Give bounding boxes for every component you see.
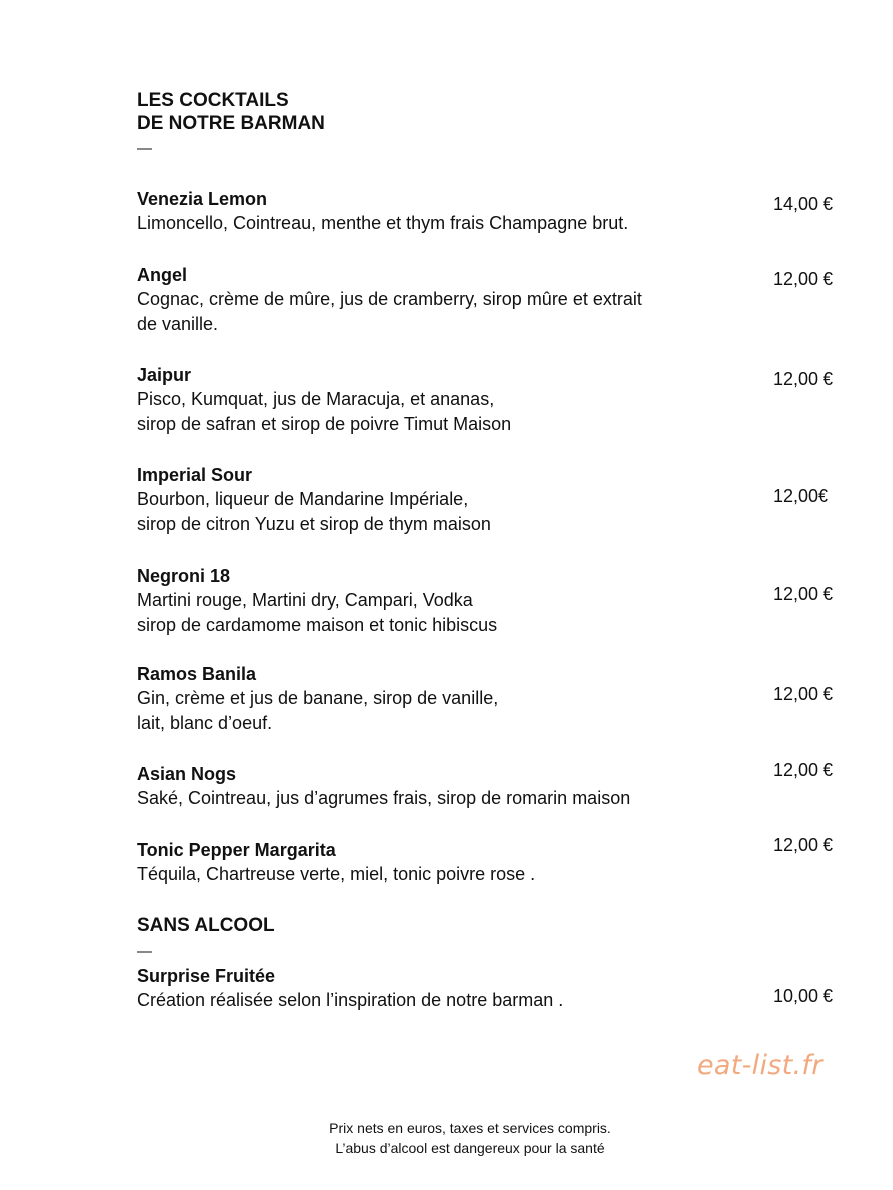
item-description: Création réalisée selon l’inspiration de notre barman .	[137, 990, 564, 1010]
footer	[0, 1118, 893, 1158]
item-name: Tonic Pepper Margarita	[137, 840, 336, 860]
menu-item-tonic-pepper-margarita	[137, 838, 877, 887]
item-description-line-2: lait, blanc d’oeuf.	[137, 713, 273, 733]
item-description	[137, 487, 747, 537]
item-description-line-2: sirop de citron Yuzu et sirop de thym maison	[137, 514, 491, 534]
section-title-sans-alcool: SANS ALCOOL	[137, 915, 275, 936]
menu-item-negroni-18	[137, 564, 877, 638]
footer-line-1: Prix nets en euros, taxes et services compris.	[329, 1120, 611, 1136]
item-price: 10,00 €	[773, 986, 834, 1006]
item-name: Venezia Lemon	[137, 189, 268, 209]
footer-line-2: L’abus d’alcool est dangereux pour la santé	[335, 1140, 605, 1156]
item-name: Negroni 18	[137, 566, 231, 586]
item-price: 12,00 €	[773, 760, 834, 780]
item-description-line-2: de vanille.	[137, 314, 219, 334]
item-description-line-1: Pisco, Kumquat, jus de Maracuja, et ananas,	[137, 389, 495, 409]
item-description: Saké, Cointreau, jus d’agrumes frais, sirop de romarin maison	[137, 788, 631, 808]
menu-title	[137, 89, 325, 135]
item-price: 12,00 €	[773, 269, 834, 289]
item-description-line-1: Martini rouge, Martini dry, Campari, Vodka	[137, 590, 473, 610]
menu-item-asian-nogs	[137, 762, 877, 811]
menu-item-surprise-fruitee	[137, 964, 877, 1013]
item-description	[137, 686, 747, 736]
menu-title-line-1: LES COCKTAILS	[137, 90, 289, 111]
menu-item-imperial-sour	[137, 463, 877, 537]
item-description-line-2: sirop de cardamome maison et tonic hibiscus	[137, 615, 498, 635]
item-name: Imperial Sour	[137, 465, 253, 485]
item-price: 12,00 €	[773, 684, 834, 704]
item-name: Ramos Banila	[137, 664, 257, 684]
title-dash: —	[137, 140, 152, 157]
item-description-line-2: sirop de safran et sirop de poivre Timut Maison	[137, 414, 512, 434]
item-name: Jaipur	[137, 365, 192, 385]
item-description: Téquila, Chartreuse verte, miel, tonic poivre rose .	[137, 864, 536, 884]
watermark: eat-list.fr	[697, 1050, 823, 1081]
item-description: Limoncello, Cointreau, menthe et thym frais Champagne brut.	[137, 213, 629, 233]
item-description-line-1: Bourbon, liqueur de Mandarine Impériale,	[137, 489, 469, 509]
item-description	[137, 387, 747, 437]
item-description	[137, 287, 747, 337]
item-description	[137, 588, 747, 638]
item-description-line-1: Cognac, crème de mûre, jus de cramberry, sirop mûre et extrait	[137, 289, 642, 309]
item-description-line-1: Gin, crème et jus de banane, sirop de vanille,	[137, 688, 499, 708]
menu-item-venezia-lemon	[137, 187, 877, 236]
section-dash: —	[137, 943, 152, 960]
menu-item-angel	[137, 263, 877, 337]
item-price: 12,00 €	[773, 369, 834, 389]
menu-item-ramos-banila	[137, 662, 877, 736]
item-price: 12,00 €	[773, 835, 834, 855]
menu-item-jaipur	[137, 363, 877, 437]
item-price: 14,00 €	[773, 194, 834, 214]
item-name: Angel	[137, 265, 188, 285]
item-price: 12,00€	[773, 486, 829, 506]
item-name: Surprise Fruitée	[137, 966, 276, 986]
item-price: 12,00 €	[773, 584, 834, 604]
item-name: Asian Nogs	[137, 764, 237, 784]
menu-title-line-2: DE NOTRE BARMAN	[137, 113, 325, 134]
